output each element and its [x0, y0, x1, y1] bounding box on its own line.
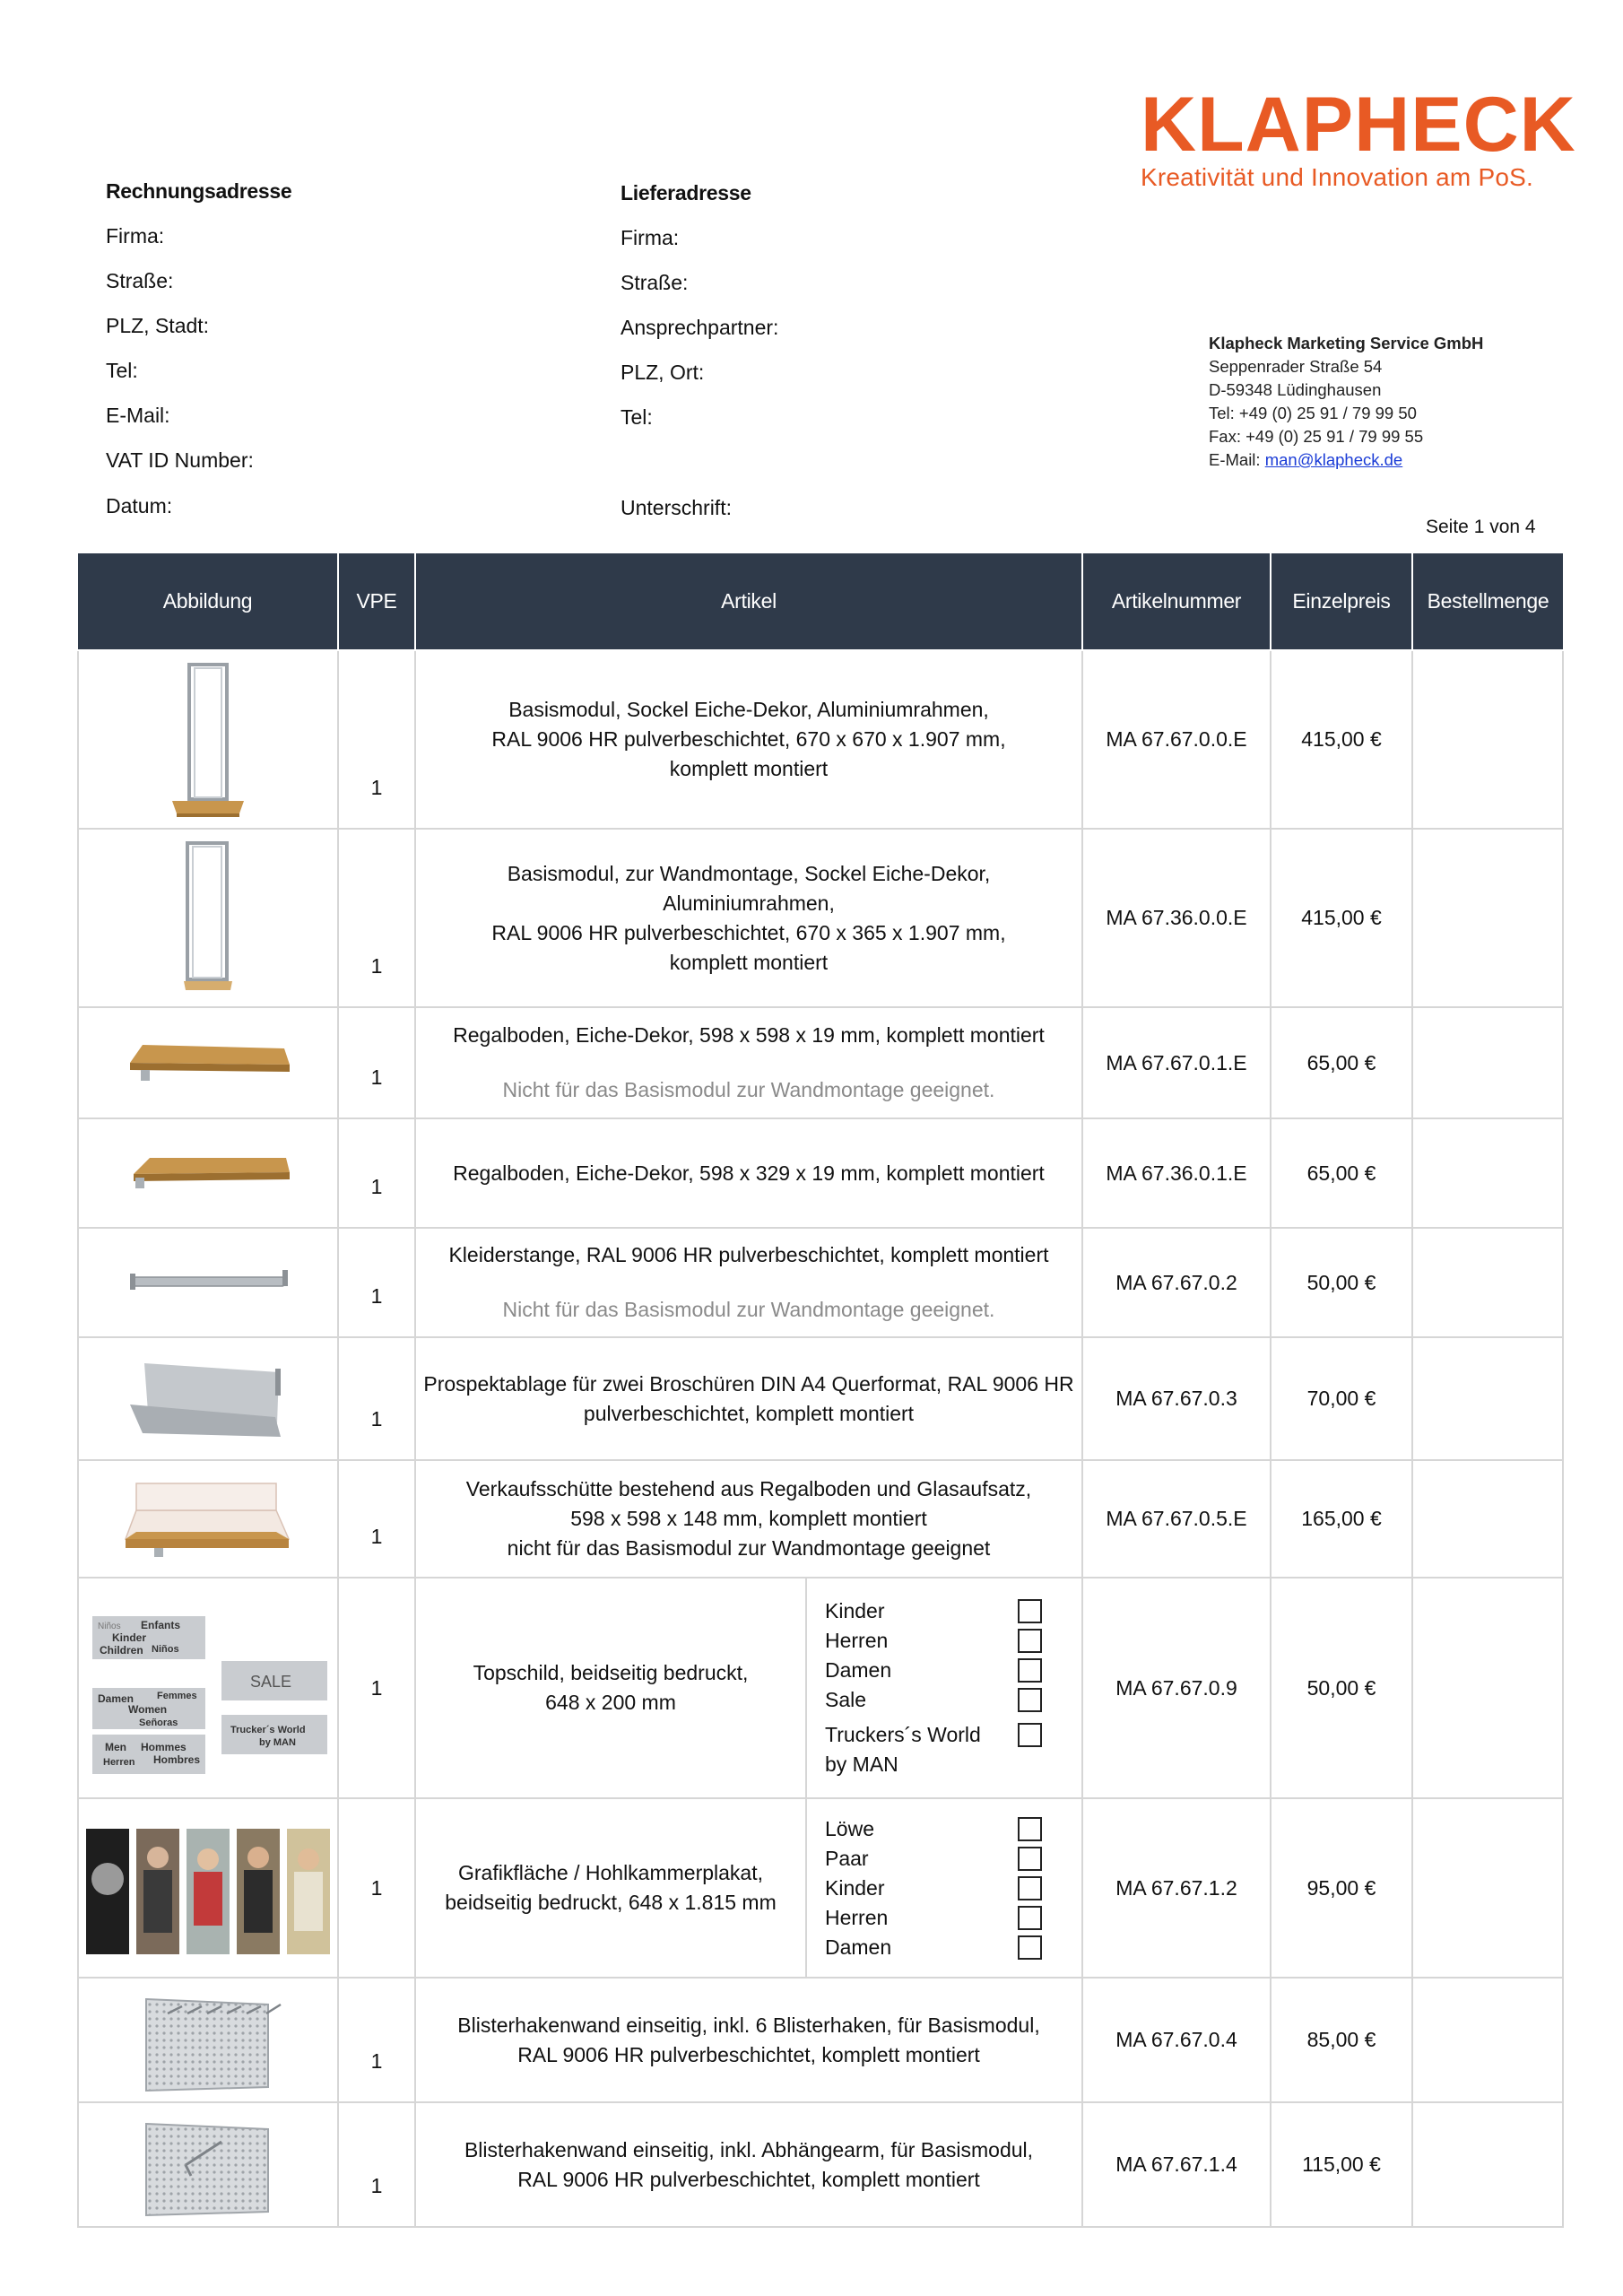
- article-number-cell: MA 67.67.0.4: [1082, 1978, 1271, 2102]
- header-price: Einzelpreis: [1271, 553, 1412, 650]
- article-line: RAL 9006 HR pulverbeschichtet, komplett montiert: [517, 2167, 980, 2191]
- company-email-label: E-Mail:: [1209, 450, 1261, 469]
- vpe-cell: 1: [338, 1798, 415, 1978]
- vpe-cell: 1: [338, 650, 415, 829]
- brand-logo: [1141, 82, 1576, 192]
- article-line: Grafikfläche / Hohlkammerplakat,: [457, 1861, 763, 1884]
- price-cell: 165,00 €: [1271, 1460, 1412, 1578]
- article-cell: [415, 1460, 1082, 1578]
- sign-trucker-text-2: by MAN: [259, 1737, 296, 1748]
- table-row: [78, 1798, 1563, 1978]
- option-label-line: Truckers´s World: [825, 1723, 981, 1746]
- option-checkbox[interactable]: [1018, 1906, 1042, 1930]
- table-row: [78, 1978, 1563, 2102]
- option-checkbox[interactable]: [1018, 1599, 1042, 1623]
- shipping-field-signature[interactable]: Unterschrift:: [621, 496, 732, 519]
- option-label: Sale: [825, 1688, 867, 1711]
- option-loewe[interactable]: [825, 1814, 1081, 1844]
- article-number-cell: MA 67.67.1.2: [1082, 1798, 1271, 1978]
- price-cell: 70,00 €: [1271, 1337, 1412, 1460]
- table-row: [78, 1578, 1563, 1798]
- option-paar[interactable]: [825, 1844, 1081, 1874]
- article-cell: [415, 1118, 1082, 1228]
- quantity-cell[interactable]: [1412, 1337, 1563, 1460]
- article-line: Blisterhakenwand einseitig, inkl. 6 Blisterhaken, für Basismodul,: [457, 2013, 1040, 2037]
- table-row: [78, 1460, 1563, 1578]
- article-line: 648 x 200 mm: [545, 1691, 676, 1714]
- option-kinder[interactable]: [825, 1874, 1081, 1903]
- sign-women-text-4: Señoras: [139, 1718, 178, 1728]
- quantity-cell[interactable]: [1412, 1228, 1563, 1337]
- article-cell: [415, 1337, 1082, 1460]
- blister-hook-wall-icon: [132, 1987, 284, 2094]
- article-split: [416, 1578, 1081, 1797]
- option-herren[interactable]: [825, 1903, 1081, 1933]
- sign-women-text-1: Damen: [98, 1692, 135, 1705]
- company-email-link[interactable]: man@klapheck.de: [1264, 450, 1403, 469]
- company-info: [1209, 332, 1483, 472]
- article-number-cell: MA 67.67.0.3: [1082, 1337, 1271, 1460]
- article-cell: [415, 829, 1082, 1007]
- table-row: [78, 650, 1563, 829]
- sign-sale-text: SALE: [250, 1673, 292, 1691]
- shipping-field-city[interactable]: PLZ, Ort:: [621, 361, 705, 384]
- sign-men-text-2: Hommes: [141, 1741, 187, 1753]
- article-line: Basismodul, zur Wandmontage, Sockel Eiche-Dekor, Aluminiumrahmen,: [507, 861, 991, 915]
- option-checkbox[interactable]: [1018, 1876, 1042, 1900]
- product-image-cell: [78, 650, 338, 829]
- article-number-cell: MA 67.67.0.0.E: [1082, 650, 1271, 829]
- quantity-cell[interactable]: [1412, 1798, 1563, 1978]
- option-damen[interactable]: [825, 1933, 1081, 1962]
- vpe-cell: 1: [338, 1228, 415, 1337]
- option-label: Herren: [825, 1629, 889, 1652]
- sign-women-text-2: Femmes: [157, 1691, 197, 1701]
- sign-kids-text-3: Kinder: [112, 1631, 147, 1644]
- sign-women-text-3: Women: [128, 1703, 168, 1716]
- article-number-cell: MA 67.67.0.1.E: [1082, 1007, 1271, 1118]
- option-kinder[interactable]: [825, 1596, 1081, 1626]
- article-line: RAL 9006 HR pulverbeschichtet, 670 x 365 x 1.907 mm,: [491, 920, 1006, 944]
- article-split: [416, 1799, 1081, 1977]
- vpe-cell: 1: [338, 1118, 415, 1228]
- company-fax: Fax: +49 (0) 25 91 / 79 99 55: [1209, 427, 1424, 446]
- header-article: Artikel: [415, 553, 1082, 650]
- article-cell: [415, 1578, 1082, 1798]
- product-image-cell: [78, 1118, 338, 1228]
- company-name: Klapheck Marketing Service GmbH: [1209, 334, 1484, 352]
- quantity-cell[interactable]: [1412, 1460, 1563, 1578]
- quantity-cell[interactable]: [1412, 1578, 1563, 1798]
- shipping-field-street[interactable]: Straße:: [621, 271, 689, 294]
- quantity-cell[interactable]: [1412, 650, 1563, 829]
- order-table: [77, 553, 1564, 2228]
- billing-field-city[interactable]: PLZ, Stadt:: [106, 314, 210, 337]
- article-line: nicht für das Basismodul zur Wandmontage geeignet: [507, 1536, 991, 1560]
- header-vpe: VPE: [338, 553, 415, 650]
- sign-kids-text-2: Enfants: [141, 1619, 181, 1631]
- article-cell: [415, 650, 1082, 829]
- sign-kids: [92, 1616, 205, 1659]
- article-desc: [416, 1578, 807, 1797]
- header-qty: Bestellmenge: [1412, 553, 1563, 650]
- product-image-cell: [78, 2102, 338, 2227]
- vpe-cell: 1: [338, 829, 415, 1007]
- company-street: Seppenrader Straße 54: [1209, 357, 1383, 376]
- product-image-cell: [78, 1798, 338, 1978]
- article-cell: [415, 1007, 1082, 1118]
- price-cell: 95,00 €: [1271, 1798, 1412, 1978]
- article-cell: [415, 2102, 1082, 2227]
- billing-field-street[interactable]: Straße:: [106, 269, 174, 292]
- sign-women: [92, 1688, 205, 1729]
- option-label: Damen: [825, 1658, 892, 1682]
- sign-kids-text-5: Niños: [152, 1644, 179, 1655]
- article-line: 598 x 598 x 148 mm, komplett montiert: [570, 1507, 927, 1530]
- article-line: Kleiderstange, RAL 9006 HR pulverbeschichtet, komplett montiert: [448, 1243, 1049, 1266]
- price-cell: 65,00 €: [1271, 1118, 1412, 1228]
- option-checkbox[interactable]: [1018, 1658, 1042, 1683]
- article-desc: [416, 1799, 807, 1977]
- option-label-line: by MAN: [825, 1752, 898, 1776]
- option-label: Herren: [825, 1905, 889, 1929]
- quantity-cell[interactable]: [1412, 829, 1563, 1007]
- billing-field-vat[interactable]: VAT ID Number:: [106, 448, 254, 472]
- option-checkbox[interactable]: [1018, 1629, 1042, 1653]
- product-image-cell: [78, 829, 338, 1007]
- article-line: Regalboden, Eiche-Dekor, 598 x 598 x 19 mm, komplett montiert: [453, 1023, 1045, 1047]
- option-label: Damen: [825, 1935, 892, 1959]
- option-herren[interactable]: [825, 1626, 1081, 1656]
- table-row: [78, 1228, 1563, 1337]
- vpe-cell: 1: [338, 1460, 415, 1578]
- option-checkbox[interactable]: [1018, 1723, 1042, 1747]
- sign-men-text-4: Hombres: [153, 1753, 201, 1766]
- graphic-options: [807, 1799, 1081, 1977]
- billing-field-company[interactable]: Firma:: [106, 224, 165, 248]
- product-image-cell: [78, 1007, 338, 1118]
- sign-men-text-3: Herren: [103, 1757, 135, 1768]
- article-line: Blisterhakenwand einseitig, inkl. Abhängearm, für Basismodul,: [464, 2137, 1034, 2161]
- sign-men-text-1: Men: [105, 1741, 126, 1753]
- billing-field-email[interactable]: E-Mail:: [106, 404, 170, 427]
- option-damen[interactable]: [825, 1656, 1081, 1685]
- basismodul-frame-icon: [168, 659, 248, 821]
- company-email-line: [1209, 448, 1483, 472]
- article-number-cell: MA 67.67.0.2: [1082, 1228, 1271, 1337]
- shelf-board-small-icon: [123, 1151, 293, 1196]
- table-row: [78, 2102, 1563, 2227]
- option-checkbox[interactable]: [1018, 1688, 1042, 1712]
- article-line: RAL 9006 HR pulverbeschichtet, 670 x 670 x 1.907 mm,: [491, 727, 1006, 751]
- article-line: beidseitig bedruckt, 648 x 1.815 mm: [445, 1891, 777, 1914]
- quantity-cell[interactable]: [1412, 1118, 1563, 1228]
- article-line: pulverbeschichtet, komplett montiert: [583, 1401, 915, 1425]
- article-line: Prospektablage für zwei Broschüren DIN A4 Querformat, RAL 9006 HR: [423, 1371, 1074, 1396]
- option-checkbox[interactable]: [1018, 1817, 1042, 1841]
- table-row: [78, 1337, 1563, 1460]
- price-cell: 50,00 €: [1271, 1228, 1412, 1337]
- basismodul-wall-frame-icon: [177, 838, 239, 999]
- product-image-cell: [78, 1228, 338, 1337]
- quantity-cell[interactable]: [1412, 2102, 1563, 2227]
- article-number-cell: MA 67.67.0.9: [1082, 1578, 1271, 1798]
- price-cell: 115,00 €: [1271, 2102, 1412, 2227]
- article-note: Nicht für das Basismodul zur Wandmontage geeignet.: [502, 1078, 995, 1101]
- article-cell: [415, 1228, 1082, 1337]
- blister-hook-arm-wall-icon: [132, 2111, 284, 2219]
- shipping-field-company[interactable]: Firma:: [621, 226, 680, 249]
- option-sale[interactable]: [825, 1685, 1081, 1715]
- quantity-cell[interactable]: [1412, 1007, 1563, 1118]
- page-number: Seite 1 von 4: [1426, 517, 1536, 537]
- shipping-field-contact[interactable]: Ansprechpartner:: [621, 316, 779, 339]
- price-cell: 85,00 €: [1271, 1978, 1412, 2102]
- sign-trucker-text-1: Trucker´s World: [230, 1725, 306, 1735]
- product-image-cell: [78, 1978, 338, 2102]
- option-label: Paar: [825, 1846, 869, 1870]
- article-number-cell: MA 67.67.0.5.E: [1082, 1460, 1271, 1578]
- option-checkbox[interactable]: [1018, 1935, 1042, 1960]
- price-cell: 65,00 €: [1271, 1007, 1412, 1118]
- sign-men: [92, 1735, 205, 1774]
- article-line: RAL 9006 HR pulverbeschichtet, komplett montiert: [517, 2042, 980, 2066]
- price-cell: 415,00 €: [1271, 829, 1412, 1007]
- shelf-board-icon: [123, 1036, 293, 1090]
- topsign-options: [807, 1578, 1081, 1797]
- quantity-cell[interactable]: [1412, 1978, 1563, 2102]
- shipping-field-tel[interactable]: Tel:: [621, 405, 653, 429]
- vpe-cell: 1: [338, 1978, 415, 2102]
- sign-kids-text-1: Niños: [98, 1622, 121, 1631]
- billing-field-date[interactable]: Datum:: [106, 494, 173, 517]
- graphic-panels-collage: [84, 1816, 332, 1960]
- sign-kids-text-4: Children: [100, 1644, 143, 1657]
- brand-tagline: Kreativität und Innovation am PoS.: [1141, 163, 1533, 191]
- brochure-holder-icon: [123, 1354, 293, 1444]
- table-row: [78, 829, 1563, 1007]
- article-cell: [415, 1978, 1082, 2102]
- clothes-rail-icon: [123, 1265, 293, 1300]
- article-cell: [415, 1798, 1082, 1978]
- billing-field-tel[interactable]: Tel:: [106, 359, 138, 382]
- sign-sale: [221, 1661, 327, 1700]
- company-tel: Tel: +49 (0) 25 91 / 79 99 50: [1209, 404, 1417, 422]
- option-label: [825, 1720, 981, 1779]
- product-image-cell: [78, 1337, 338, 1460]
- vpe-cell: 1: [338, 2102, 415, 2227]
- price-cell: 415,00 €: [1271, 650, 1412, 829]
- vpe-cell: 1: [338, 1007, 415, 1118]
- article-line: komplett montiert: [669, 950, 829, 974]
- sales-bin-icon: [118, 1474, 298, 1564]
- top-sign-collage: [87, 1598, 329, 1778]
- company-city: D-59348 Lüdinghausen: [1209, 380, 1382, 399]
- product-image-cell: [78, 1460, 338, 1578]
- header-image: Abbildung: [78, 553, 338, 650]
- article-number-cell: MA 67.36.0.0.E: [1082, 829, 1271, 1007]
- option-checkbox[interactable]: [1018, 1847, 1042, 1871]
- table-row: [78, 1007, 1563, 1118]
- sign-trucker: [221, 1715, 327, 1754]
- article-number-cell: MA 67.67.1.4: [1082, 2102, 1271, 2227]
- article-line: Regalboden, Eiche-Dekor, 598 x 329 x 19 mm, komplett montiert: [453, 1161, 1045, 1185]
- table-header-row: [78, 553, 1563, 650]
- price-cell: 50,00 €: [1271, 1578, 1412, 1798]
- article-number-cell: MA 67.36.0.1.E: [1082, 1118, 1271, 1228]
- shipping-heading: Lieferadresse: [621, 181, 751, 204]
- article-line: Basismodul, Sockel Eiche-Dekor, Aluminiumrahmen,: [508, 698, 989, 721]
- article-line: Topschild, beidseitig bedruckt,: [473, 1661, 749, 1684]
- table-row: [78, 1118, 1563, 1228]
- vpe-cell: 1: [338, 1578, 415, 1798]
- option-truckers-world[interactable]: [825, 1720, 1081, 1779]
- brand-name: KLAPHECK: [1141, 82, 1576, 168]
- article-line: Verkaufsschütte bestehend aus Regalboden und Glasaufsatz,: [465, 1477, 1032, 1500]
- option-label: Kinder: [825, 1875, 885, 1900]
- billing-heading: Rechnungsadresse: [106, 179, 292, 203]
- article-note: Nicht für das Basismodul zur Wandmontage geeignet.: [502, 1298, 995, 1321]
- option-label: Kinder: [825, 1599, 885, 1622]
- product-image-cell: [78, 1578, 338, 1798]
- option-label: Löwe: [825, 1816, 874, 1840]
- vpe-cell: 1: [338, 1337, 415, 1460]
- article-line: komplett montiert: [669, 757, 829, 780]
- header-number: Artikelnummer: [1082, 553, 1271, 650]
